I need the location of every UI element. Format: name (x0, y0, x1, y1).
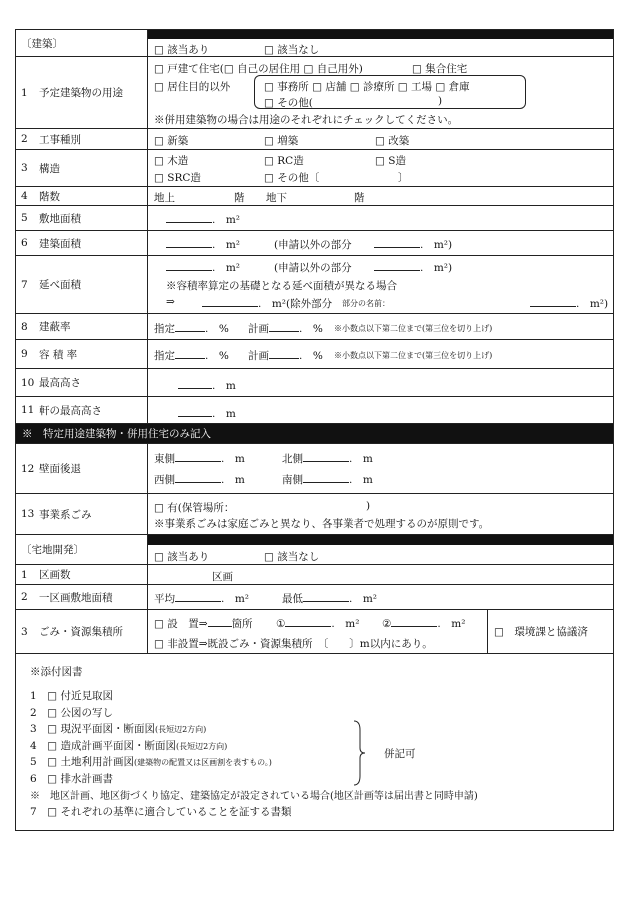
garbage-area-2-input[interactable] (391, 616, 437, 627)
waste-note: ※事業系ごみは家庭ごみと異なり、各事業者で処理するのが原則です。 (154, 518, 490, 530)
land-header: 〔宅地開発〕 (16, 535, 148, 564)
src-checkbox[interactable]: □ SRC造 (154, 172, 201, 184)
row-usage: 1 予定建築物の用途 □ 戸建て住宅(□ 自己の居住用 □ 自己用外) □ 集合住宅 □ 居住目的以外 □ 事務所 □ 店舗 □ 診療所 □ 工場 □ 倉庫 □ その他( ) ※併用建築物の場合は用途のそれぞれにチェックしてください。 (16, 57, 613, 129)
usage-label: 予定建築物の用途 (39, 87, 123, 99)
wood-checkbox[interactable]: □ 木造 (154, 155, 189, 167)
setback-south-input[interactable] (303, 472, 349, 483)
row-lot-area: 2 一区画敷地面積 平均 . m² 最低 . m² (16, 585, 613, 610)
excluded-area-input[interactable] (530, 296, 576, 307)
non-residential-options[interactable]: □ 事務所 □ 店舗 □ 診療所 □ 工場 □ 倉庫 (264, 81, 470, 93)
far-designated-input[interactable] (175, 348, 205, 359)
waste-storage-checkbox[interactable]: □ 有(保管場所： (154, 502, 235, 514)
district-plan-note: ※ 地区計画、地区街づくり協定、建築協定が設定されている場合(地区計画等は届出書と同時申請) (30, 791, 478, 802)
building-not-applicable-checkbox[interactable]: □ 該当なし (264, 44, 320, 56)
row-lot-count: 1 区画数 区画 (16, 565, 613, 585)
floor-area-other-input[interactable] (374, 260, 420, 271)
land-applicable-checkbox[interactable]: □ 該当あり (154, 551, 210, 563)
renovation-checkbox[interactable]: □ 改築 (375, 135, 410, 147)
land-not-applicable-checkbox[interactable]: □ 該当なし (264, 551, 320, 563)
lot-average-input[interactable] (175, 591, 221, 602)
land-header-row (16, 535, 613, 565)
row-site-area: 5 敷地面積 . m² (16, 206, 613, 231)
combine-label: 併記可 (384, 748, 416, 760)
extension-checkbox[interactable]: □ 増築 (264, 135, 299, 147)
building-area-input[interactable] (166, 237, 212, 248)
row-work-type: 2 工事種別 □ 新築 □ 増築 □ 改築 (16, 129, 613, 150)
setback-east-input[interactable] (175, 451, 221, 462)
rc-checkbox[interactable]: □ RC造 (264, 155, 304, 167)
garbage-count-input[interactable] (208, 616, 232, 627)
non-residential-checkbox[interactable]: □ 居住目的以外 (154, 81, 231, 93)
eave-height-input[interactable] (178, 406, 212, 417)
far-planned-input[interactable] (269, 348, 299, 359)
setback-west-input[interactable] (175, 472, 221, 483)
attachment-item[interactable]: 6 □ 排水計画書 (30, 773, 113, 785)
attachment-item[interactable]: 2 □ 公図の写し (30, 707, 113, 719)
combine-brace (352, 720, 366, 786)
row-floor-area-ratio: 9 容 積 率 指定 . % 計画 . % ※小数点以下第二位まで(第三位を切り上げ) (16, 340, 613, 369)
site-area-input[interactable] (166, 212, 212, 223)
other-structure-checkbox[interactable]: □ その他〔 (264, 172, 320, 184)
attachment-item[interactable]: 5 □ 土地利用計画図 (30, 756, 134, 768)
row-floor-area: 7 延べ面積 . m² (申請以外の部分 . m²) ※容積率算定の基礎となる延べ面積が異なる場合 ⇒ . m²(除外部分 部分の名前： . m²) (16, 256, 613, 314)
attachments-section: ※添付図書 1 □ 付近見取図 2 □ 公図の写し 3 □ 現況平面図・断面図(長短辺2方向) 4 □ 造成計画平面図・断面図(長短辺2方向) 5 □ 土地利用計画図(建築物の配置又は区画割を表すもの。) 6 □ 排水計画書 併記可 ※ 地区計画、地区街づくり協定、建築協定が設定されている場合(地区計画等は届出書と同時申請) 7 □ それぞれの基準に適合していることを証する書類 (30, 666, 478, 818)
building-area-other-input[interactable] (374, 237, 420, 248)
garbage-existing-checkbox[interactable]: □ 非設置⇒既設ごみ・資源集積所 〔 〕m以内にあり。 (154, 638, 433, 650)
row-coverage-ratio: 8 建蔽率 指定 . % 計画 . % ※小数点以下第二位まで(第三位を切り上げ) (16, 314, 613, 340)
building-applicable-checkbox[interactable]: □ 該当あり (154, 44, 210, 56)
s-checkbox[interactable]: □ S造 (375, 155, 406, 167)
floor-area-input[interactable] (166, 260, 212, 271)
row-structure: 3 構造 □ 木造 □ RC造 □ S造 □ SRC造 □ その他〔 〕 (16, 150, 613, 187)
setback-north-input[interactable] (303, 451, 349, 462)
row-garbage-collection: 3 ごみ・資源集積所 □ 設 置⇒ 箇所 ① . m² ② . m² □ 非設置⇒既設ごみ・資源集積所 〔 〕m以内にあり。 □ 環境課と協議済 (16, 610, 613, 654)
attachment-item[interactable]: 1 □ 付近見取図 (30, 690, 113, 702)
attachments-title: ※添付図書 (30, 666, 83, 678)
environment-consulted-checkbox[interactable]: □ 環境課と協議済 (494, 626, 588, 638)
coverage-planned-input[interactable] (269, 321, 299, 332)
apartment-checkbox[interactable]: □ 集合住宅 (412, 63, 468, 75)
garbage-install-checkbox[interactable]: □ 設 置⇒ (154, 618, 208, 630)
lot-minimum-input[interactable] (303, 591, 349, 602)
row-max-height: 10 最高高さ . m (16, 369, 613, 397)
row-business-waste: 13 事業系ごみ □ 有(保管場所： ) ※事業系ごみは家庭ごみと異なり、各事業者で処理するのが原則です。 (16, 494, 613, 535)
row-floors: 4 階数 地上 階 地下 階 (16, 187, 613, 206)
detached-house-checkbox[interactable]: □ 戸建て住宅(□ 自己の居住用 □ 自己用外) (154, 63, 363, 75)
garbage-area-1-input[interactable] (285, 616, 331, 627)
attachment-item[interactable]: 7 □ それぞれの基準に適合していることを証する書類 (30, 806, 292, 818)
row-setback: 12 壁面後退 東側 . m 北側 . m 西側 . m 南側 . m (16, 444, 613, 494)
coverage-designated-input[interactable] (175, 321, 205, 332)
other-usage-checkbox[interactable]: □ その他( (264, 97, 313, 109)
row-building-area: 6 建築面積 . m² (申請以外の部分 . m²) (16, 231, 613, 256)
attachment-item[interactable]: 3 □ 現況平面図・断面図 (30, 723, 155, 735)
header-bar (148, 30, 613, 39)
floor-area-note: ※容積率算定の基礎となる延べ面積が異なる場合 (166, 280, 397, 292)
new-build-checkbox[interactable]: □ 新築 (154, 135, 189, 147)
special-use-header: ※ 特定用途建築物・併用住宅のみ記入 (16, 424, 613, 444)
max-height-input[interactable] (178, 378, 212, 389)
building-header: 〔建築〕 (16, 30, 148, 56)
attachment-item[interactable]: 4 □ 造成計画平面図・断面図 (30, 740, 176, 752)
row-eave-height: 11 軒の最高高さ . m (16, 397, 613, 424)
usage-note: ※併用建築物の場合は用途のそれぞれにチェックしてください。 (154, 114, 459, 126)
building-header-row (16, 30, 613, 57)
floor-area-alt-input[interactable] (202, 296, 258, 307)
application-form (15, 29, 614, 831)
